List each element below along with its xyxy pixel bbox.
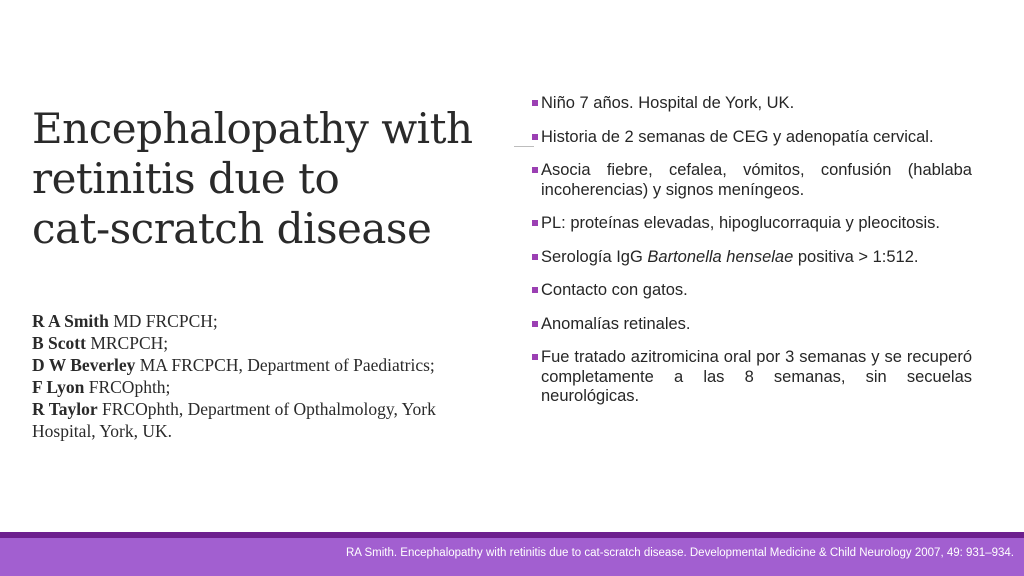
bullet-text-species: Bartonella henselae — [647, 247, 794, 266]
article-title-block — [32, 104, 502, 254]
bullet-text: Anomalías retinales. — [541, 314, 691, 333]
bullet-text: PL: proteínas elevadas, hipoglucorraquia y pleocitosis. — [541, 214, 940, 232]
article-title-line: Encephalopathy with — [32, 104, 473, 153]
bullet-text: Fue tratado azitromicina oral por 3 semanas y se recuperó completamente a las 8 semanas, sin secuelas neurológicas. — [541, 348, 972, 405]
author-credentials: MD FRCPCH; — [108, 311, 218, 331]
author-credentials: MRCPCH; — [85, 333, 169, 353]
square-bullet-icon — [532, 220, 538, 226]
author-name: R A Smith — [32, 311, 109, 331]
bullet-text: Historia de 2 semanas de CEG y adenopatía cervical. — [541, 127, 934, 146]
square-bullet-icon — [532, 287, 538, 293]
square-bullet-icon — [532, 134, 538, 140]
author-entry — [32, 310, 492, 332]
author-name: R Taylor — [32, 399, 98, 419]
article-title-line: retinitis due to — [32, 154, 340, 203]
author-entry — [32, 376, 492, 398]
bullet-text-post: positiva > 1:512. — [793, 247, 919, 266]
square-bullet-icon — [532, 100, 538, 106]
square-bullet-icon — [532, 354, 538, 360]
author-credentials: FRCOphth; — [84, 377, 171, 397]
author-entry — [32, 398, 492, 442]
author-name: F Lyon — [32, 377, 85, 397]
square-bullet-icon — [532, 321, 538, 327]
bullet-item — [532, 281, 972, 301]
author-credentials: FRCOphth, Department of Opthalmology, York Hospital, York, UK. — [32, 399, 436, 441]
bullet-text-pre: Serología IgG — [541, 247, 648, 266]
author-entry — [32, 354, 492, 376]
square-bullet-icon — [532, 254, 538, 260]
bullet-item — [532, 161, 972, 200]
bullet-text: Niño 7 años. Hospital de York, UK. — [541, 94, 795, 112]
author-list — [32, 310, 492, 442]
bullet-item — [532, 94, 972, 114]
bullet-list — [532, 94, 972, 421]
article-title — [32, 104, 502, 254]
bullet-item — [532, 248, 972, 268]
author-entry — [32, 332, 492, 354]
bullet-item — [532, 348, 972, 407]
bullet-item — [532, 214, 972, 234]
bullet-item — [532, 128, 972, 148]
author-name: B Scott — [32, 333, 86, 353]
bullet-item — [532, 315, 972, 335]
footer-citation: RA Smith. Encephalopathy with retinitis due to cat-scratch disease. Developmental Medicine & Child Neurology 2007, 49: 931–934. — [345, 547, 1014, 559]
square-bullet-icon — [532, 167, 538, 173]
article-title-line: cat-scratch disease — [32, 204, 432, 253]
bullet-text: Contacto con gatos. — [541, 281, 688, 299]
bullet-text: Asocia fiebre, cefalea, vómitos, confusión (hablaba incoherencias) y signos meníngeos. — [541, 161, 972, 199]
divider — [514, 146, 534, 147]
author-credentials: MA FRCPCH, Department of Paediatrics; — [135, 355, 435, 375]
footer-band — [0, 538, 1024, 576]
author-name: D W Beverley — [32, 355, 136, 375]
